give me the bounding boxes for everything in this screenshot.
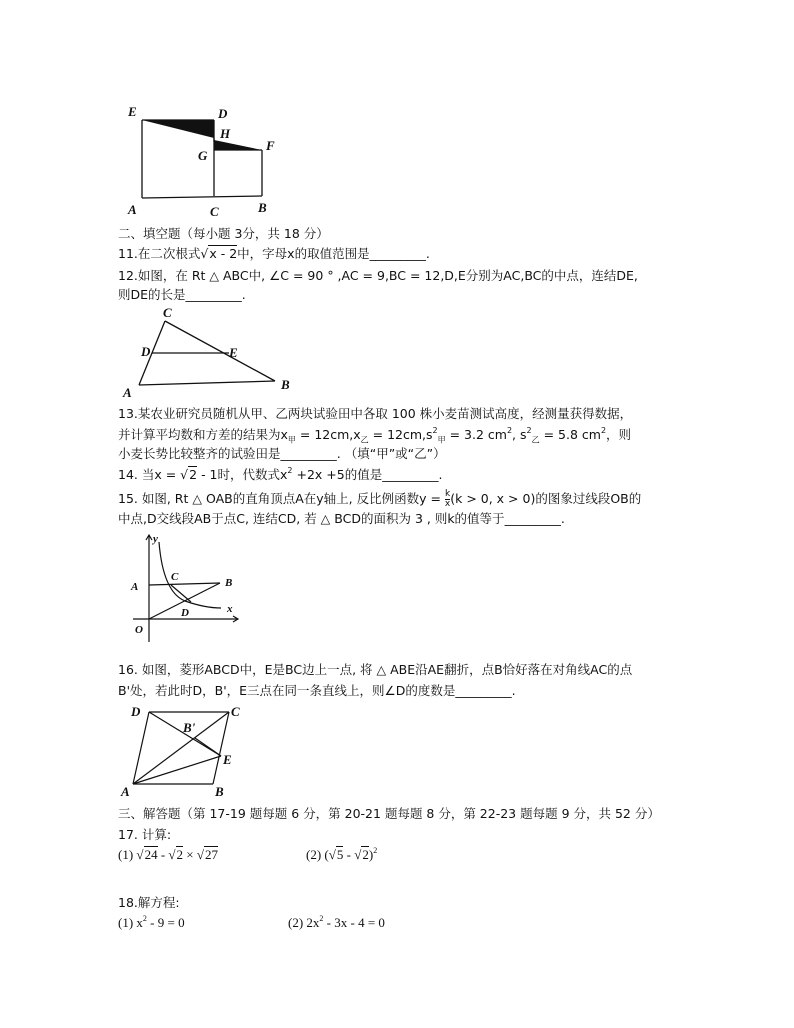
q13-sub-yi: 乙	[360, 435, 369, 445]
q14-end: .	[438, 467, 443, 482]
q13-text: ，则	[606, 427, 632, 442]
q16-end: .	[511, 683, 516, 698]
label-G: G	[198, 148, 208, 163]
label-D: D	[131, 704, 141, 719]
label-E: E	[128, 104, 137, 119]
q15-frac-num: k	[444, 489, 451, 499]
label-C: C	[163, 305, 172, 320]
q18-rest: - 3x - 4 = 0	[323, 915, 385, 930]
label-B: B	[225, 577, 233, 589]
q17-close: )	[368, 847, 374, 862]
q14-prefix: 14. 当x =	[118, 467, 181, 482]
q15-line2-prefix: 中点,D交线段AB于点C, 连结CD, 若 △ BCD的面积为 3 , 则k的值等于	[118, 511, 505, 526]
q17-root: 2	[362, 847, 369, 862]
question-16-line2	[118, 683, 516, 699]
q13-line3-prefix: 小麦长势比较整齐的试验田是	[118, 446, 281, 461]
q13-text: , s	[512, 427, 527, 442]
q13-text: = 12cm,s	[368, 427, 433, 442]
q14-root: 2	[189, 467, 198, 482]
q18-exp: 2	[319, 914, 324, 923]
label-D: D	[181, 607, 189, 619]
q18-p1-label: (1) x	[118, 915, 143, 930]
q15-text: (k > 0, x > 0)的图象过线段OB的	[450, 491, 642, 506]
q17-p2-label: (2) (	[306, 847, 329, 862]
question-15-line1	[118, 490, 641, 509]
answer-blank-12[interactable]: _________	[185, 287, 242, 302]
q13-text: = 12cm,x	[295, 427, 361, 442]
sqrt-icon: √	[196, 847, 205, 862]
label-A: A	[123, 385, 132, 399]
q11-suffix: 中，字母x的取值范围是	[237, 246, 370, 261]
sqrt-icon: √	[200, 246, 209, 261]
question-11	[118, 246, 430, 262]
q12-end: .	[241, 287, 246, 302]
q13-sub-jia: 甲	[287, 435, 296, 445]
question-17-part1	[118, 847, 218, 863]
label-B-prime: B'	[183, 720, 196, 735]
answer-blank-16[interactable]: _________	[455, 683, 512, 698]
q13-text: = 3.2 cm	[445, 427, 507, 442]
q17-root: 5	[336, 847, 344, 862]
q16-line2-prefix: B'处，若此时D，B'，E三点在同一条直线上，则∠D的度数是	[118, 683, 456, 698]
label-D: D	[218, 106, 228, 121]
label-B: B	[281, 377, 290, 392]
sqrt-icon: √	[354, 847, 362, 862]
sqrt-icon: √	[136, 847, 144, 862]
label-F: F	[266, 138, 275, 153]
label-C: C	[210, 204, 219, 219]
q13-sup: 2	[526, 426, 532, 435]
question-18-part2	[288, 915, 385, 931]
q13-sub-jia: 甲	[437, 435, 446, 445]
section2-heading: 二、填空题（每小题 3分，共 18 分）	[118, 226, 329, 241]
label-H: H	[220, 126, 231, 141]
q13-text: 并计算平均数和方差的结果为x	[118, 427, 288, 442]
q17-op: -	[157, 847, 169, 862]
q13-sup: 2	[600, 426, 607, 435]
sqrt-icon: √	[168, 847, 176, 862]
q13-line3-suffix: . （填“甲”或“乙”）	[336, 446, 446, 461]
label-E: E	[229, 345, 238, 360]
figure-rhombus	[115, 702, 250, 798]
label-B: B	[258, 200, 267, 215]
q11-prefix: 11.在二次根式	[118, 246, 201, 261]
label-A: A	[131, 581, 139, 593]
figure-triangle-abc	[115, 303, 305, 399]
question-16-line1: 16. 如图，菱形ABCD中，E是BC边上一点, 将 △ ABE沿AE翻折，点B恰好落在对角线AC的点	[118, 662, 633, 677]
q14-exp: 2	[287, 466, 293, 475]
question-12-line2	[118, 287, 246, 303]
q12-line2-prefix: 则DE的长是	[118, 287, 186, 302]
label-A: A	[128, 202, 137, 217]
q14-rest: +2x +5的值是	[292, 467, 383, 482]
q17-root: 2	[176, 847, 184, 862]
answer-blank-11[interactable]: _________	[369, 246, 426, 261]
label-O: O	[135, 624, 143, 636]
question-18-part1	[118, 915, 185, 931]
label-x: x	[227, 603, 233, 615]
question-17-part2	[306, 847, 377, 863]
figure-hyperbola	[115, 530, 245, 645]
q17-root: 24	[144, 847, 158, 862]
question-12-line1: 12.如图，在 Rt △ ABC中, ∠C = 90 ° ,AC = 9,BC = 12,D,E分别为AC,BC的中点，连结DE,	[118, 268, 638, 283]
q13-sub-yi: 乙	[531, 435, 540, 445]
q18-exp: 2	[142, 914, 147, 923]
answer-blank-13[interactable]: _________	[280, 446, 337, 461]
q13-sup: 2	[506, 426, 513, 435]
q11-end: .	[425, 246, 430, 261]
question-15-line2	[118, 511, 565, 527]
figure-rectangles	[120, 100, 290, 220]
label-C: C	[231, 704, 240, 719]
q18-p2-label: (2) 2x	[288, 915, 320, 930]
q13-text: = 5.8 cm	[539, 427, 601, 442]
q15-text: 15. 如图, Rt △ OAB的直角顶点A在y轴上, 反比例函数y =	[118, 491, 445, 506]
q17-op: ×	[183, 847, 197, 862]
q13-sup: 2	[432, 426, 438, 435]
q15-end: .	[560, 511, 565, 526]
answer-blank-15[interactable]: _________	[504, 511, 561, 526]
question-17-title: 17. 计算:	[118, 827, 172, 842]
label-B: B	[215, 784, 224, 798]
question-13-line2	[118, 427, 631, 443]
question-14	[118, 467, 442, 483]
label-y: y	[153, 533, 158, 545]
sqrt-icon: √	[180, 467, 189, 482]
q11-radicand: x - 2	[209, 246, 238, 261]
q14-mid: - 1时，代数式x	[197, 467, 288, 482]
q17-root: 27	[205, 847, 219, 862]
label-A: A	[121, 784, 130, 798]
sqrt-icon: √	[328, 847, 336, 862]
q18-rest: - 9 = 0	[146, 915, 185, 930]
question-13-line1: 13.某农业研究员随机从甲、乙两块试验田中各取 100 株小麦苗测试高度，经测量获得数据，	[118, 406, 633, 421]
q17-op: -	[343, 847, 355, 862]
q17-p1-label: (1)	[118, 847, 134, 862]
label-C: C	[171, 571, 179, 583]
section3-heading: 三、解答题（第 17-19 题每题 6 分，第 20-21 题每题 8 分，第 22-23 题每题 9 分，共 52 分）	[118, 806, 660, 821]
question-13-line3	[118, 446, 446, 462]
q15-frac-den: x	[444, 499, 451, 509]
answer-blank-14[interactable]: _________	[382, 467, 439, 482]
label-E: E	[223, 752, 232, 767]
label-D: D	[141, 344, 151, 359]
question-18-title: 18.解方程:	[118, 895, 180, 910]
q17-exp: 2	[373, 846, 378, 855]
